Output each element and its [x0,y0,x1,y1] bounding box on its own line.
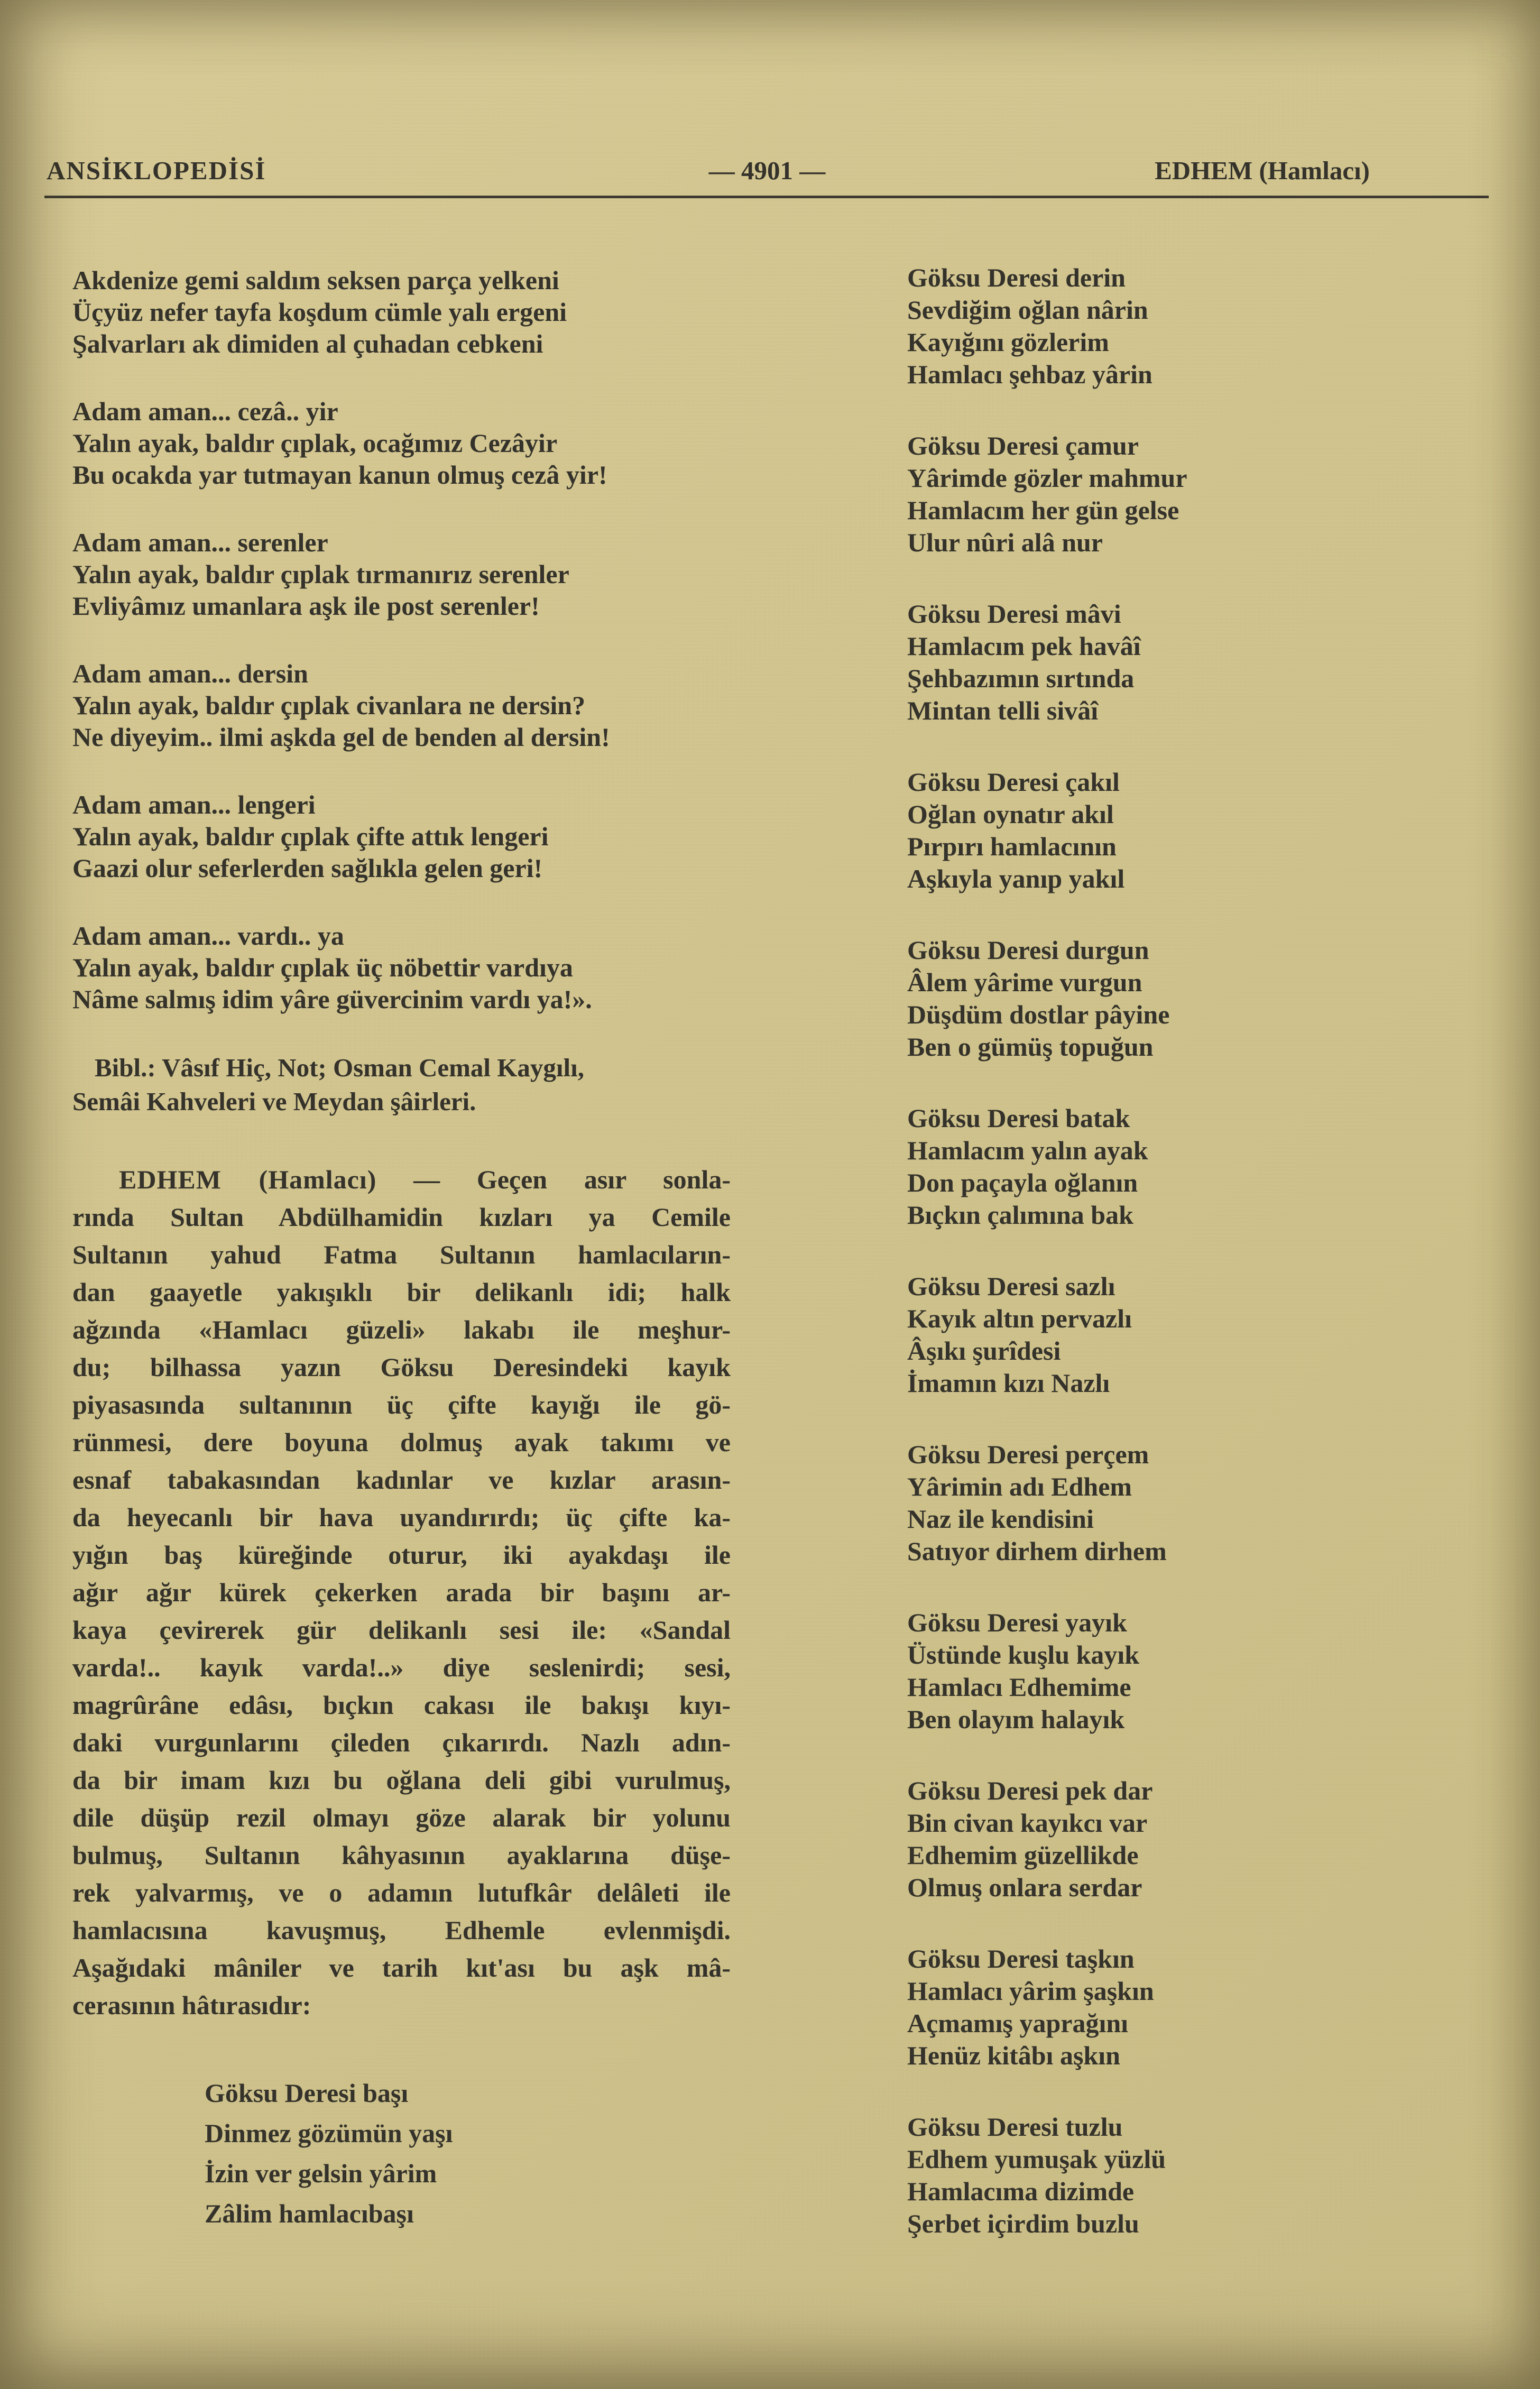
poem-line: Ulur nûri alâ nur [907,528,1103,557]
poem-line: Adam aman... lengeri [72,790,316,819]
poem-line: Bin civan kayıkcı var [907,1808,1148,1838]
poem-line: Göksu Deresi yayık [907,1608,1127,1637]
article-line: ağzında «Hamlacı güzeli» lakabı ile meşhur- [72,1315,731,1344]
poem-line: Sevdiğim oğlan nârin [907,295,1148,325]
poem-line: Edhemim güzellikde [907,1840,1139,1870]
article-line: cerasının hâtırasıdır: [72,1990,311,2020]
poem-line: Aşkıyla yanıp yakıl [907,864,1125,893]
right-poems [907,262,1251,2240]
poem-line: Yalın ayak, baldır çıplak üç nöbettir vardıya [72,953,573,982]
poem-line: Evliyâmız umanlara aşk ile post serenler! [72,591,540,621]
poem-line: Hamlacım pek havâî [907,631,1141,661]
article-line: Aşağıdaki mâniler ve tarih kıt'ası bu aşk mâ- [72,1953,731,1982]
poem-line: Akdenize gemi saldım seksen parça yelkeni [72,265,559,295]
article-line: varda!.. kayık varda!..» diye seslenirdi; sesi, [72,1653,731,1682]
article-line: daki vurgunlarını çileden çıkarırdı. Nazlı adın- [72,1728,731,1757]
article-line: yığın baş küreğinde oturur, iki ayakdaşı ile [72,1540,731,1570]
poem-stanza [907,598,1251,727]
article-line: ağır ağır kürek çekerken arada bir başını ar- [72,1578,731,1607]
poem-stanza [907,1270,1251,1399]
header-rule [44,196,1489,198]
poem-line: Bıçkın çalımına bak [907,1200,1133,1230]
poem-line: Düşdüm dostlar pâyine [907,1000,1170,1029]
poem-stanza [907,430,1251,559]
poem-stanza [907,1775,1251,1904]
poem-stanza [72,264,731,359]
poem-line: Yârimin adı Edhem [907,1472,1132,1501]
poem-stanza [907,1438,1251,1567]
poem-stanza [907,1607,1251,1736]
poem-line: Yalın ayak, baldır çıplak civanlara ne dersin? [72,690,586,720]
poem-line: Göksu Deresi derin [907,263,1126,292]
poem-stanza [72,920,731,1015]
poem-line: Yalın ayak, baldır çıplak tırmanırız serenler [72,559,569,589]
poem-line: Göksu Deresi çamur [907,431,1139,460]
poem-line: Olmuş onlara serdar [907,1873,1142,1902]
poem-line: Göksu Deresi perçem [907,1440,1149,1469]
poem-stanza [907,2111,1251,2240]
poem-line: Göksu Deresi tuzlu [907,2112,1123,2142]
poem-line: Henüz kitâbı aşkın [907,2041,1120,2070]
poem-line: Yalın ayak, baldır çıplak çifte attık lengeri [72,822,549,851]
poem-line: Şalvarları ak dimiden al çuhadan cebkeni [72,329,543,358]
entry-title: EDHEM (Hamlacı) [1155,156,1370,185]
poem-line: Şerbet içirdim buzlu [907,2209,1139,2238]
poem-line: Pırpırı hamlacının [907,832,1117,861]
right-column [907,262,1251,2279]
poem-line: Hamlacım her gün gelse [907,495,1179,525]
poem-line: Adam aman... cezâ.. yir [72,396,338,426]
poem-line: Göksu Deresi başı [205,2078,409,2108]
poem-line: Hamlacıma dizimde [907,2176,1135,2206]
article-line: bulmuş, Sultanın kâhyasının ayaklarına düşe- [72,1840,731,1870]
poem-line: Göksu Deresi mâvi [907,599,1121,629]
poem-stanza [907,1943,1251,2072]
article-line: piyasasında sultanının üç çifte kayığı ile gö- [72,1390,731,1419]
poem-line: Kayığını gözlerim [907,327,1109,357]
poem-line: Hamlacım yalın ayak [907,1136,1148,1165]
poem-stanza [907,262,1251,391]
poem-line: İmamın kızı Nazlı [907,1368,1110,1398]
poem-line: Göksu Deresi taşkın [907,1944,1135,1973]
article-line: Sultanın yahud Fatma Sultanın hamlacıların- [72,1240,731,1269]
article-line: esnaf tabakasından kadınlar ve kızlar arasın- [72,1465,731,1495]
bibliography [72,1051,731,1119]
poem-line: Kayık altın pervazlı [907,1304,1132,1333]
article-line: rek yalvarmış, ve o adamın lutufkâr delâleti ile [72,1878,731,1907]
poem-stanza [72,789,731,884]
article-line: EDHEM (Hamlacı) — Geçen asır sonla- [119,1165,731,1194]
poem-line: Âşıkı şurîdesi [907,1336,1061,1366]
poem-line: Üçyüz nefer tayfa koşdum cümle yalı ergeni [72,297,567,327]
poem-line: Hamlacı yârim şaşkın [907,1976,1154,2006]
poem-line: Hamlacı şehbaz yârin [907,359,1152,389]
left-poem [72,264,731,1015]
poem-line: Göksu Deresi pek dar [907,1776,1153,1805]
article-line: magrûrâne edâsı, bıçkın cakası ile bakışı kıyı- [72,1690,731,1720]
poem-line: Zâlim hamlacıbaşı [205,2199,414,2228]
page-header [45,154,1489,187]
poem-line: Âlem yârime vurgun [907,967,1142,997]
poem-line: Hamlacı Edhemime [907,1672,1131,1702]
page-number: — 4901 — [708,156,826,185]
poem-line: Ben o gümüş topuğun [907,1032,1154,1062]
poem-line: Göksu Deresi sazlı [907,1271,1115,1301]
article-line: dan gaayetle yakışıklı bir delikanlı idi; halk [72,1277,731,1307]
article-line: du; bilhassa yazın Göksu Deresindeki kayık [72,1352,731,1382]
journal-title: ANSİKLOPEDİSİ [47,156,266,185]
left-column [72,264,731,2234]
poem-line: Don paçayla oğlanın [907,1168,1138,1197]
article-body [72,1161,731,2024]
poem-line: Göksu Deresi durgun [907,935,1149,965]
poem-line: Adam aman... vardı.. ya [72,921,344,951]
poem-line: Göksu Deresi batak [907,1103,1130,1133]
poem-line: Üstünde kuşlu kayık [907,1640,1140,1669]
poem-stanza [72,658,731,753]
poem-line: Edhem yumuşak yüzlü [907,2144,1166,2174]
poem-line: Oğlan oynatır akıl [907,799,1114,829]
article-line: rünmesi, dere boyuna dolmuş ayak takımı ve [72,1427,731,1457]
article-line: rında Sultan Abdülhamidin kızları ya Cemile [72,1202,731,1232]
poem-line: Gaazi olur seferlerden sağlıkla gelen geri! [72,853,543,883]
poem-line: Satıyor dirhem dirhem [907,1536,1167,1566]
poem-stanza [907,934,1251,1063]
poem-line: Nâme salmış idim yâre güvercinim vardı ya!». [72,984,592,1014]
poem-line: Adam aman... serenler [72,528,328,557]
bibliography-line: Semâi Kahveleri ve Meydan şâirleri. [72,1087,476,1116]
poem-line: Göksu Deresi çakıl [907,767,1120,797]
poem-stanza [907,1102,1251,1231]
poem-line: Yârimde gözler mahmur [907,463,1187,493]
article-line: kaya çevirerek gür delikanlı sesi ile: «Sandal [72,1615,731,1645]
poem-line: Mintan telli sivâî [907,696,1099,725]
poem-line: Yalın ayak, baldır çıplak, ocağımız Cezâyir [72,428,558,458]
article-line: da heyecanlı bir hava uyandırırdı; üç çifte ka- [72,1502,731,1532]
article-line: hamlacısına kavuşmuş, Edhemle evlenmişdi. [72,1915,731,1945]
poem-stanza [907,766,1251,895]
article-lead: EDHEM (Hamlacı) [119,1165,377,1194]
poem-line: Açmamış yaprağını [907,2008,1129,2038]
poem-line: Ben olayım halayık [907,1704,1125,1734]
poem-line: Şehbazımın sırtında [907,663,1135,693]
poem-line: Naz ile kendisini [907,1504,1094,1534]
poem-line: Adam aman... dersin [72,659,308,688]
article-line: dile düşüp rezil olmayı göze alarak bir yolunu [72,1803,731,1832]
poem-line: İzin ver gelsin yârim [205,2159,437,2188]
poem-line: Bu ocakda yar tutmayan kanun olmuş cezâ yir! [72,460,607,490]
article-line: da bir imam kızı bu oğlana deli gibi vurulmuş, [72,1765,731,1795]
poem-line: Dinmez gözümün yaşı [205,2118,453,2148]
bibliography-line: Bibl.: Vâsıf Hiç, Not; Osman Cemal Kaygılı, [95,1053,584,1082]
bottom-poem [205,2073,731,2234]
poem-stanza [72,395,731,491]
poem-line: Ne diyeyim.. ilmi aşkda gel de benden al dersin! [72,722,610,752]
poem-stanza [72,527,731,622]
